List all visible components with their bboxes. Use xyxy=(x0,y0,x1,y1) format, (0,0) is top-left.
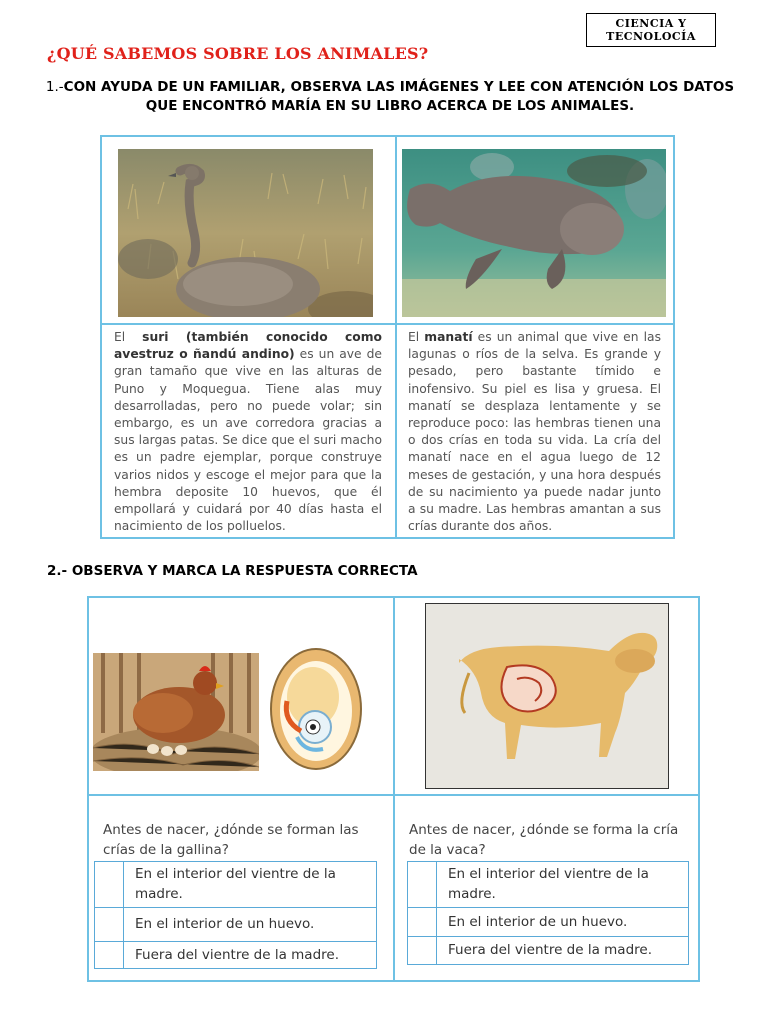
option-checkbox[interactable] xyxy=(95,908,124,941)
cow-question: Antes de nacer, ¿dónde se forma la cría de la vaca? xyxy=(409,822,679,858)
option-label: En el interior de un huevo. xyxy=(448,914,628,930)
hen-nest-photo xyxy=(93,653,259,771)
suri-name: suri (también conocido como avestruz o ñandú andino) xyxy=(114,330,382,362)
hen-question: Antes de nacer, ¿dónde se forman las crías de la gallina? xyxy=(103,822,359,858)
option-checkbox[interactable] xyxy=(408,862,437,907)
option-row[interactable] xyxy=(95,862,376,907)
egg-embryo-illustration xyxy=(267,641,365,773)
option-row[interactable] xyxy=(95,907,376,941)
hen-options xyxy=(94,861,377,969)
question-1-instruction xyxy=(40,78,740,116)
option-label: En el interior del vientre de la madre. xyxy=(135,866,336,902)
option-row[interactable] xyxy=(408,862,688,907)
question-1-text: CON AYUDA DE UN FAMILIAR, OBSERVA LAS IMÁGENES Y LEE CON ATENCIÓN LOS DATOS QUE ENCONTRÓ MARÍA EN SU LIBRO ACERCA DE LOS ANIMALES. xyxy=(63,79,735,114)
subject-line-1: CIENCIA Y xyxy=(615,17,687,30)
suri-intro: El xyxy=(114,330,143,344)
option-checkbox[interactable] xyxy=(408,908,437,936)
option-label: Fuera del vientre de la madre. xyxy=(135,947,339,963)
question-2-table xyxy=(87,596,700,982)
option-checkbox[interactable] xyxy=(408,937,437,964)
option-label: En el interior del vientre de la madre. xyxy=(448,866,649,902)
option-row[interactable] xyxy=(95,941,376,968)
option-checkbox[interactable] xyxy=(95,942,124,968)
option-label: En el interior de un huevo. xyxy=(135,916,315,932)
suri-photo xyxy=(118,149,373,317)
option-row[interactable] xyxy=(408,907,688,936)
manati-description xyxy=(408,329,661,535)
manati-intro: El xyxy=(408,330,425,344)
question-1-number: 1.- xyxy=(45,79,64,95)
manati-name: manatí xyxy=(424,330,473,344)
suri-description xyxy=(114,329,382,535)
cow-options xyxy=(407,861,689,965)
suri-body: es un ave de gran tamaño que vive en las alturas de Puno y Moquegua. Tiene alas muy desarrolladas, pero no puede volar; sin embargo, es un ave corredora gracias a sus largas patas. Se dice que el suri macho es un padre ejemplar, porque construye varios nidos y escoge el mejor para que la hembra deposite 10 huevos, que él empollará y cuidará por 40 días hasta el nacimiento de los polluelos. xyxy=(114,347,382,534)
animal-info-table xyxy=(100,135,675,539)
option-label: Fuera del vientre de la madre. xyxy=(448,942,652,958)
option-checkbox[interactable] xyxy=(95,862,124,907)
page-title: ¿QUÉ SABEMOS SOBRE LOS ANIMALES? xyxy=(47,44,429,63)
manati-body: es un animal que vive en las lagunas o ríos de la selva. Es grande y pesado, pero bastante tímido e inofensivo. Su piel es lisa y gruesa. El manatí se desplaza lentamente y se reproduce poco: las hembras tienen una o dos crías en toda su vida. La cría del manatí nace en el agua luego de 12 meses de gestación, y una hora después de su nacimiento ya puede nadar junto a su madre. Las hembras amantan a sus crías durante dos años. xyxy=(408,330,661,534)
cow-womb-illustration xyxy=(425,603,669,789)
subject-line-2: TECNOLOCÍA xyxy=(606,30,696,43)
question-2-title: 2.- OBSERVA Y MARCA LA RESPUESTA CORRECTA xyxy=(47,563,418,579)
manati-photo xyxy=(402,149,666,317)
subject-box xyxy=(586,13,716,47)
option-row[interactable] xyxy=(408,936,688,964)
